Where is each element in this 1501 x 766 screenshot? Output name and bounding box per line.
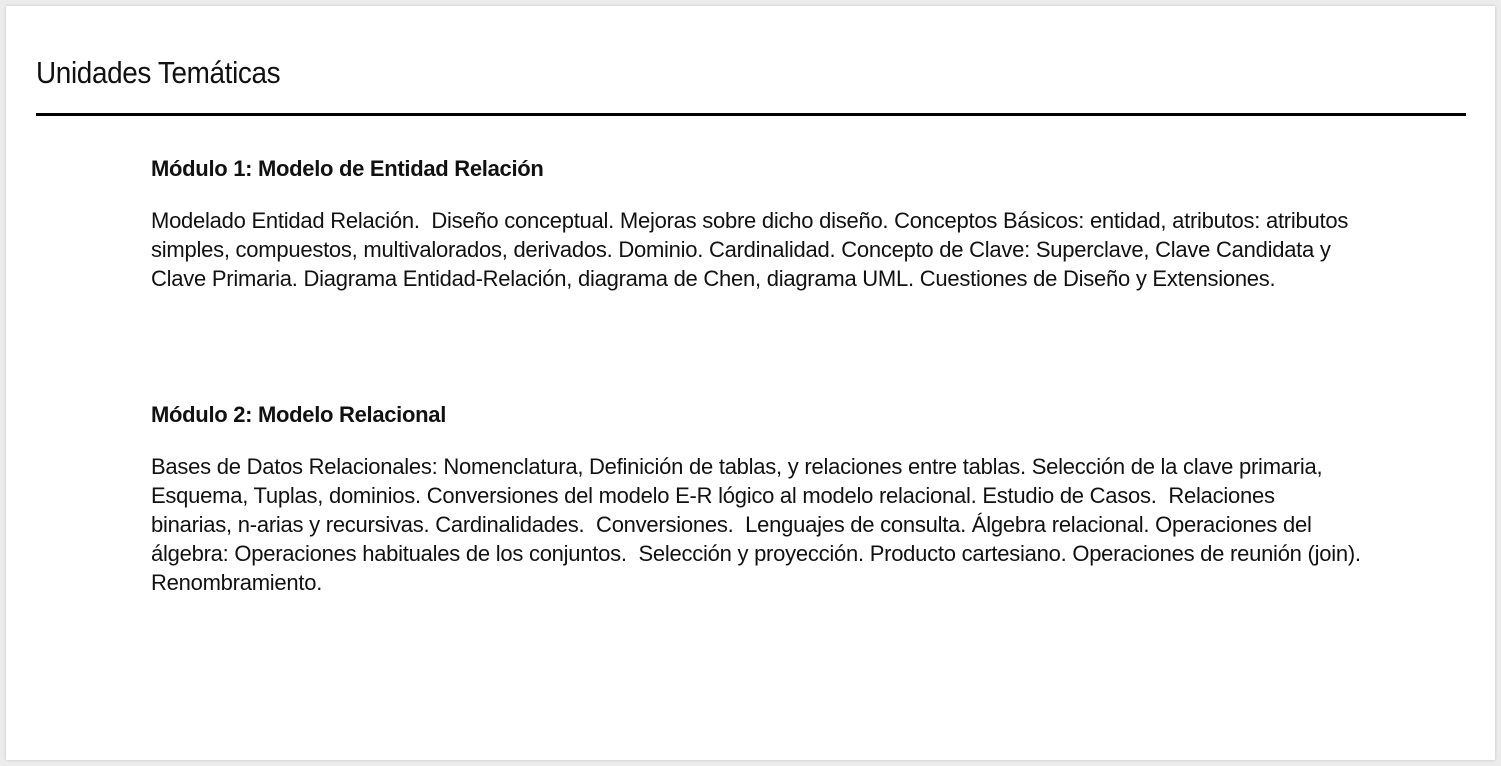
section-title: Unidades Temáticas: [36, 55, 281, 90]
module-1: [151, 156, 1361, 293]
title-divider: [36, 113, 1466, 116]
module-2-description: Bases de Datos Relacionales: Nomenclatura, Definición de tablas, y relaciones entre tablas. Selección de la clave primaria, Esquema, Tuplas, dominios. Conversiones del modelo E-R lógico al modelo relacional. Estudio de Casos. Relaciones binarias, n-arias y recursivas. Cardinalidades. Conversiones. Lenguajes de consulta. Álgebra relacional. Operaciones del álgebra: Operaciones habituales de los conjuntos. Selección y proyección. Producto cartesiano. Operaciones de reunión (join). Renombramiento.: [151, 454, 1367, 595]
module-2: [151, 402, 1367, 597]
module-2-heading: Módulo 2: Modelo Relacional: [151, 402, 447, 427]
module-1-description: Modelado Entidad Relación. Diseño conceptual. Mejoras sobre dicho diseño. Conceptos Básicos: entidad, atributos: atributos simples, compuestos, multivalorados, derivados. Dominio. Cardinalidad. Concepto de Clave: Superclave, Clave Candidata y Clave Primaria. Diagrama Entidad-Relación, diagrama de Chen, diagrama UML. Cuestiones de Diseño y Extensiones.: [151, 208, 1354, 291]
content-card: [6, 6, 1495, 760]
module-1-heading: Módulo 1: Modelo de Entidad Relación: [151, 156, 544, 181]
